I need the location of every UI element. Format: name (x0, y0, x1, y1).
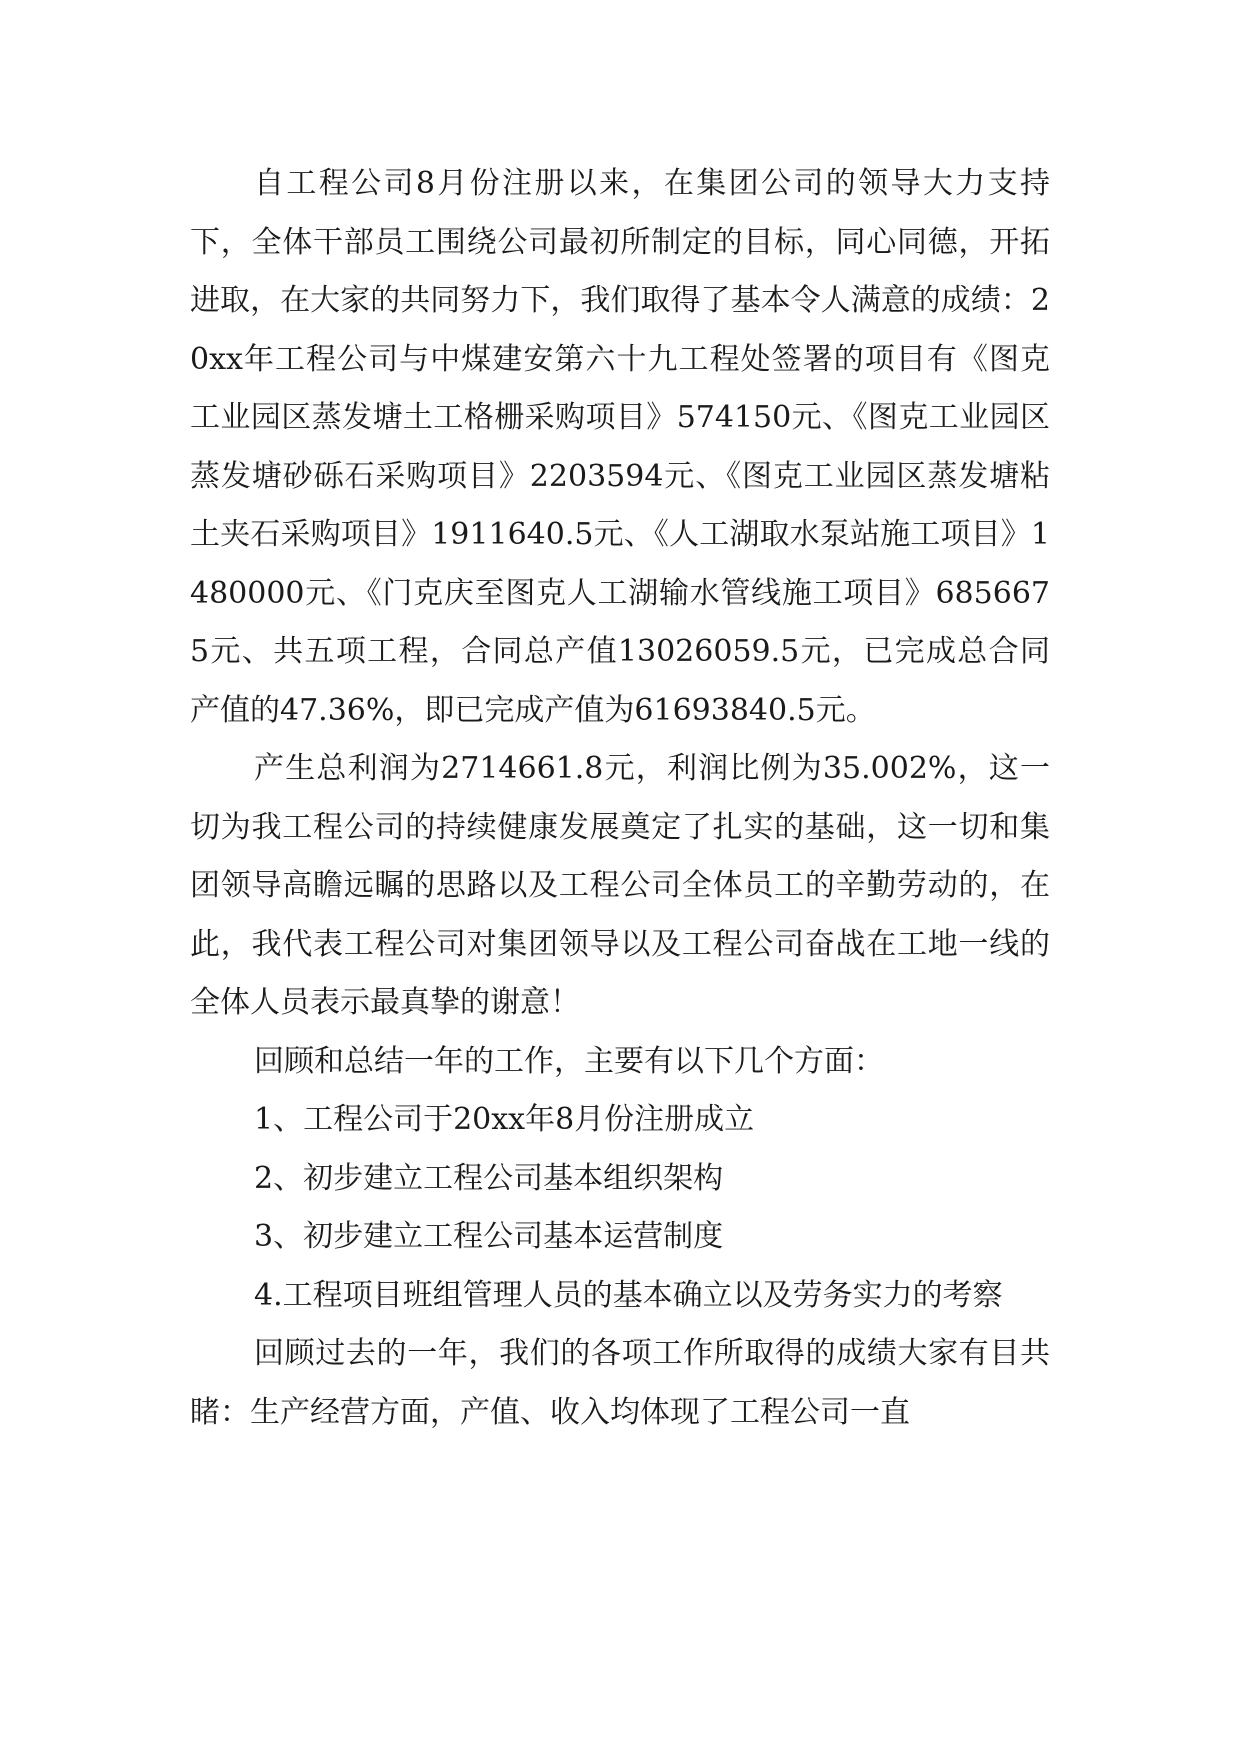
list-item: 1、工程公司于20xx年8月份注册成立 (254, 1102, 755, 1137)
list-item: 3、初步建立工程公司基本运营制度 (254, 1219, 724, 1254)
paragraph-achievements: 自工程公司8月份注册以来，在集团公司的领导大力支持下，全体干部员工围绕公司最初所制定的目标，同心同德，开拓进取，在大家的共同努力下，我们取得了基本令人满意的成绩：20xx年工程公司与中煤建安第六十九工程处签署的项目有《图克工业园区蒸发塘土工格栅采购项目》574150元、《图克工业园区蒸发塘砂砾石采购项目》2203594元、《图克工业园区蒸发塘粘土夹石采购项目》1911640.5元、《人工湖取水泵站施工项目》1480000元、《门克庆至图克人工湖输水管线施工项目》6856675元、共五项工程，合同总产值13026059.5元，已完成总合同产值的47.36%，即已完成产值为61693840.5元。 (190, 166, 1050, 728)
document-body (190, 155, 1050, 1442)
paragraph-closing: 回顾过去的一年，我们的各项工作所取得的成绩大家有目共睹：生产经营方面，产值、收入均体现了工程公司一直 (190, 1336, 1050, 1430)
list-item: 4.工程项目班组管理人员的基本确立以及劳务实力的考察 (254, 1277, 1003, 1313)
list-item: 2、初步建立工程公司基本组织架构 (254, 1160, 724, 1196)
paragraph-review-intro: 回顾和总结一年的工作，主要有以下几个方面： (254, 1043, 884, 1079)
paragraph-profit: 产生总利润为2714661.8元，利润比例为35.002%，这一切为我工程公司的持续健康发展奠定了扎实的基础，这一切和集团领导高瞻远瞩的思路以及工程公司全体员工的辛勤劳动的，在此，我代表工程公司对集团领导以及工程公司奋战在工地一线的全体人员表示最真挚的谢意！ (190, 751, 1050, 1020)
